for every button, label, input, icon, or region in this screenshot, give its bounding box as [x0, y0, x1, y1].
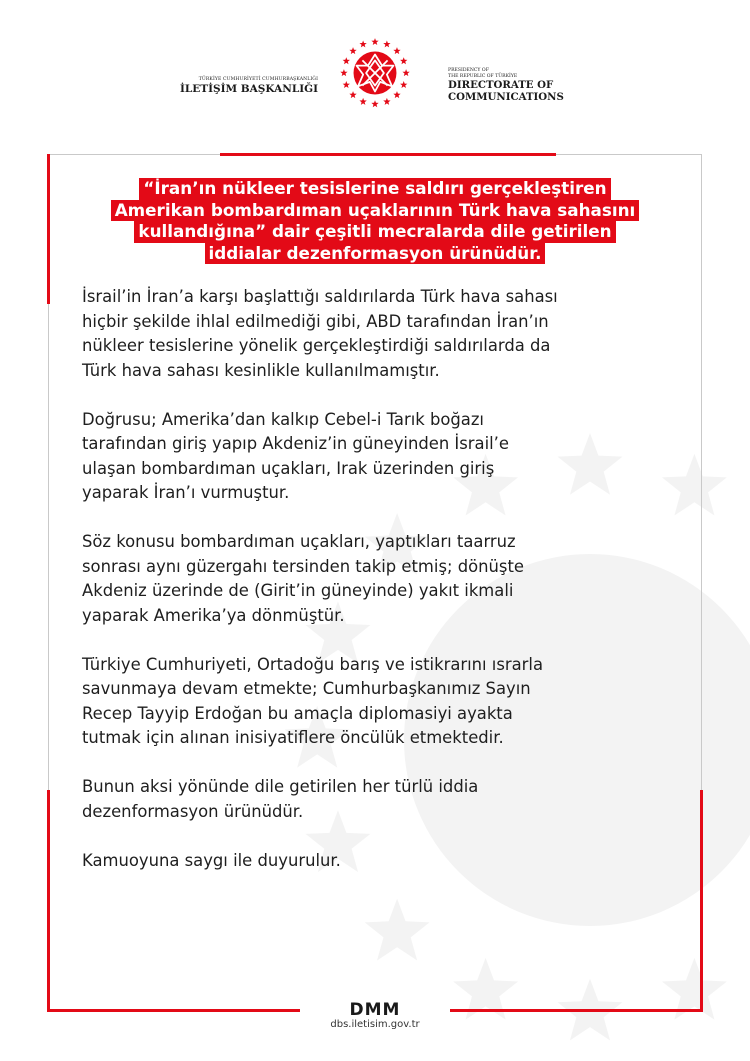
paragraph-line: yaparak Amerika’ya dönmüştür. — [82, 605, 345, 625]
seal-star-icon — [400, 81, 407, 88]
paragraph-line: İsrail’in İran’a karşı başlattığı saldırılarda Türk hava sahası — [82, 287, 558, 306]
seal-star-icon — [400, 57, 407, 64]
frame-accent-right-bottom — [700, 790, 703, 1012]
paragraph-3 — [82, 530, 682, 628]
paragraph-line: ulaşan bombardıman uçakları, Irak üzerinden giriş — [82, 458, 495, 478]
seal-star-icon — [393, 47, 400, 54]
header-left-big: İLETİŞİM BAŞKANLIĞI — [179, 83, 318, 95]
paragraph-line: tarafından giriş yapıp Akdeniz’in güneyinden İsrail’e — [82, 434, 509, 453]
seal-star-icon — [343, 57, 350, 64]
frame-accent-bottom-right — [440, 1009, 702, 1012]
paragraph-4 — [82, 653, 682, 751]
header-right-title — [448, 68, 564, 103]
paragraph-line: yaparak İran’ı vurmuştur. — [82, 483, 290, 502]
header — [0, 36, 750, 126]
headline — [60, 178, 690, 264]
frame-accent-bottom-left — [48, 1009, 330, 1012]
paragraph-line: Bunun aksi yönünde dile getirilen her türlü iddia — [82, 777, 479, 796]
paragraph-line: Recep Tayyip Erdoğan bu amaçla diplomasiyi ayakta — [82, 703, 513, 723]
header-right-big-2: COMMUNICATIONS — [448, 90, 564, 103]
presidency-seal-logo — [338, 36, 412, 110]
paragraph-line: Türkiye Cumhuriyeti, Ortadoğu barış ve istikrarını ısrarla — [82, 654, 544, 674]
footer-url: dbs.iletisim.gov.tr — [330, 1019, 420, 1030]
seal-star-icon — [383, 40, 390, 47]
headline-line: iddialar dezenformasyon ürünüdür. — [205, 243, 546, 265]
paragraph-2 — [82, 408, 682, 506]
seal-star-icon — [371, 100, 378, 107]
paragraph-line: savunmaya devam etmekte; Cumhurbaşkanımız Sayın — [82, 679, 531, 698]
seal-star-icon — [371, 38, 378, 45]
header-left-title — [180, 76, 318, 95]
paragraph-line: dezenformasyon ürünüdür. — [82, 801, 304, 821]
seal-star-icon — [359, 40, 366, 47]
header-left-small: TÜRKİYE CUMHURİYETİ CUMHURBAŞKANLIĞI — [198, 77, 318, 82]
paragraph-line: nükleer tesislerine yönelik gerçekleştirdiği saldırılarda da — [82, 336, 551, 355]
paragraph-line: Akdeniz üzerinde de (Girit’in güneyinde) yakıt ikmali — [82, 581, 514, 600]
seal-star-icon — [340, 69, 347, 76]
header-right-small-2: THE REPUBLIC OF TÜRKİYE — [448, 74, 518, 79]
paragraph-line: hiçbir şekilde ihlal edilmediği gibi, ABD tarafından İran’ın — [82, 311, 549, 331]
paragraph-line: Kamuoyuna saygı ile duyurulur. — [82, 850, 341, 870]
frame-accent-left-top — [47, 154, 50, 304]
paragraph-1 — [82, 285, 682, 383]
header-right-small-1: PRESIDENCY OF — [448, 68, 489, 73]
seal-star-icon — [383, 98, 390, 105]
paragraph-line: sonrası aynı güzergahı tersinden takip etmiş; dönüşte — [82, 556, 524, 576]
seal-star-icon — [343, 81, 350, 88]
seal-star-icon — [349, 91, 356, 98]
dmm-logo-text: DMM — [349, 1001, 401, 1017]
header-right-big-1: DIRECTORATE OF — [448, 79, 554, 91]
dmm-logo — [332, 1001, 418, 1017]
seal-star-icon — [393, 91, 400, 98]
paragraph-5 — [82, 775, 682, 824]
frame-accent-left-bottom — [47, 790, 50, 1012]
headline-line: kullandığına” dair çeşitli mecralarda dile getirilen — [134, 221, 615, 243]
paragraph-line: Türk hava sahası kesinlikle kullanılmamıştır. — [82, 360, 440, 380]
seal-star-icon — [349, 47, 356, 54]
headline-line: Amerikan bombardıman uçaklarının Türk hava sahasını — [111, 200, 640, 222]
headline-line: “İran’ın nükleer tesislerine saldırı gerçekleştiren — [139, 178, 610, 200]
footer — [300, 998, 450, 1038]
seal-star-icon — [402, 69, 409, 76]
seal-star-icon — [359, 98, 366, 105]
paragraph-line: tutmak için alınan inisiyatiflere öncülük etmektedir. — [82, 728, 504, 747]
paragraph-6 — [82, 849, 682, 874]
paragraph-line: Söz konusu bombardıman uçakları, yaptıkları taarruz — [82, 532, 516, 551]
paragraph-line: Doğrusu; Amerika’dan kalkıp Cebel-i Tarık boğazı — [82, 409, 484, 429]
frame-accent-top — [220, 153, 556, 156]
statement-body — [82, 285, 682, 898]
